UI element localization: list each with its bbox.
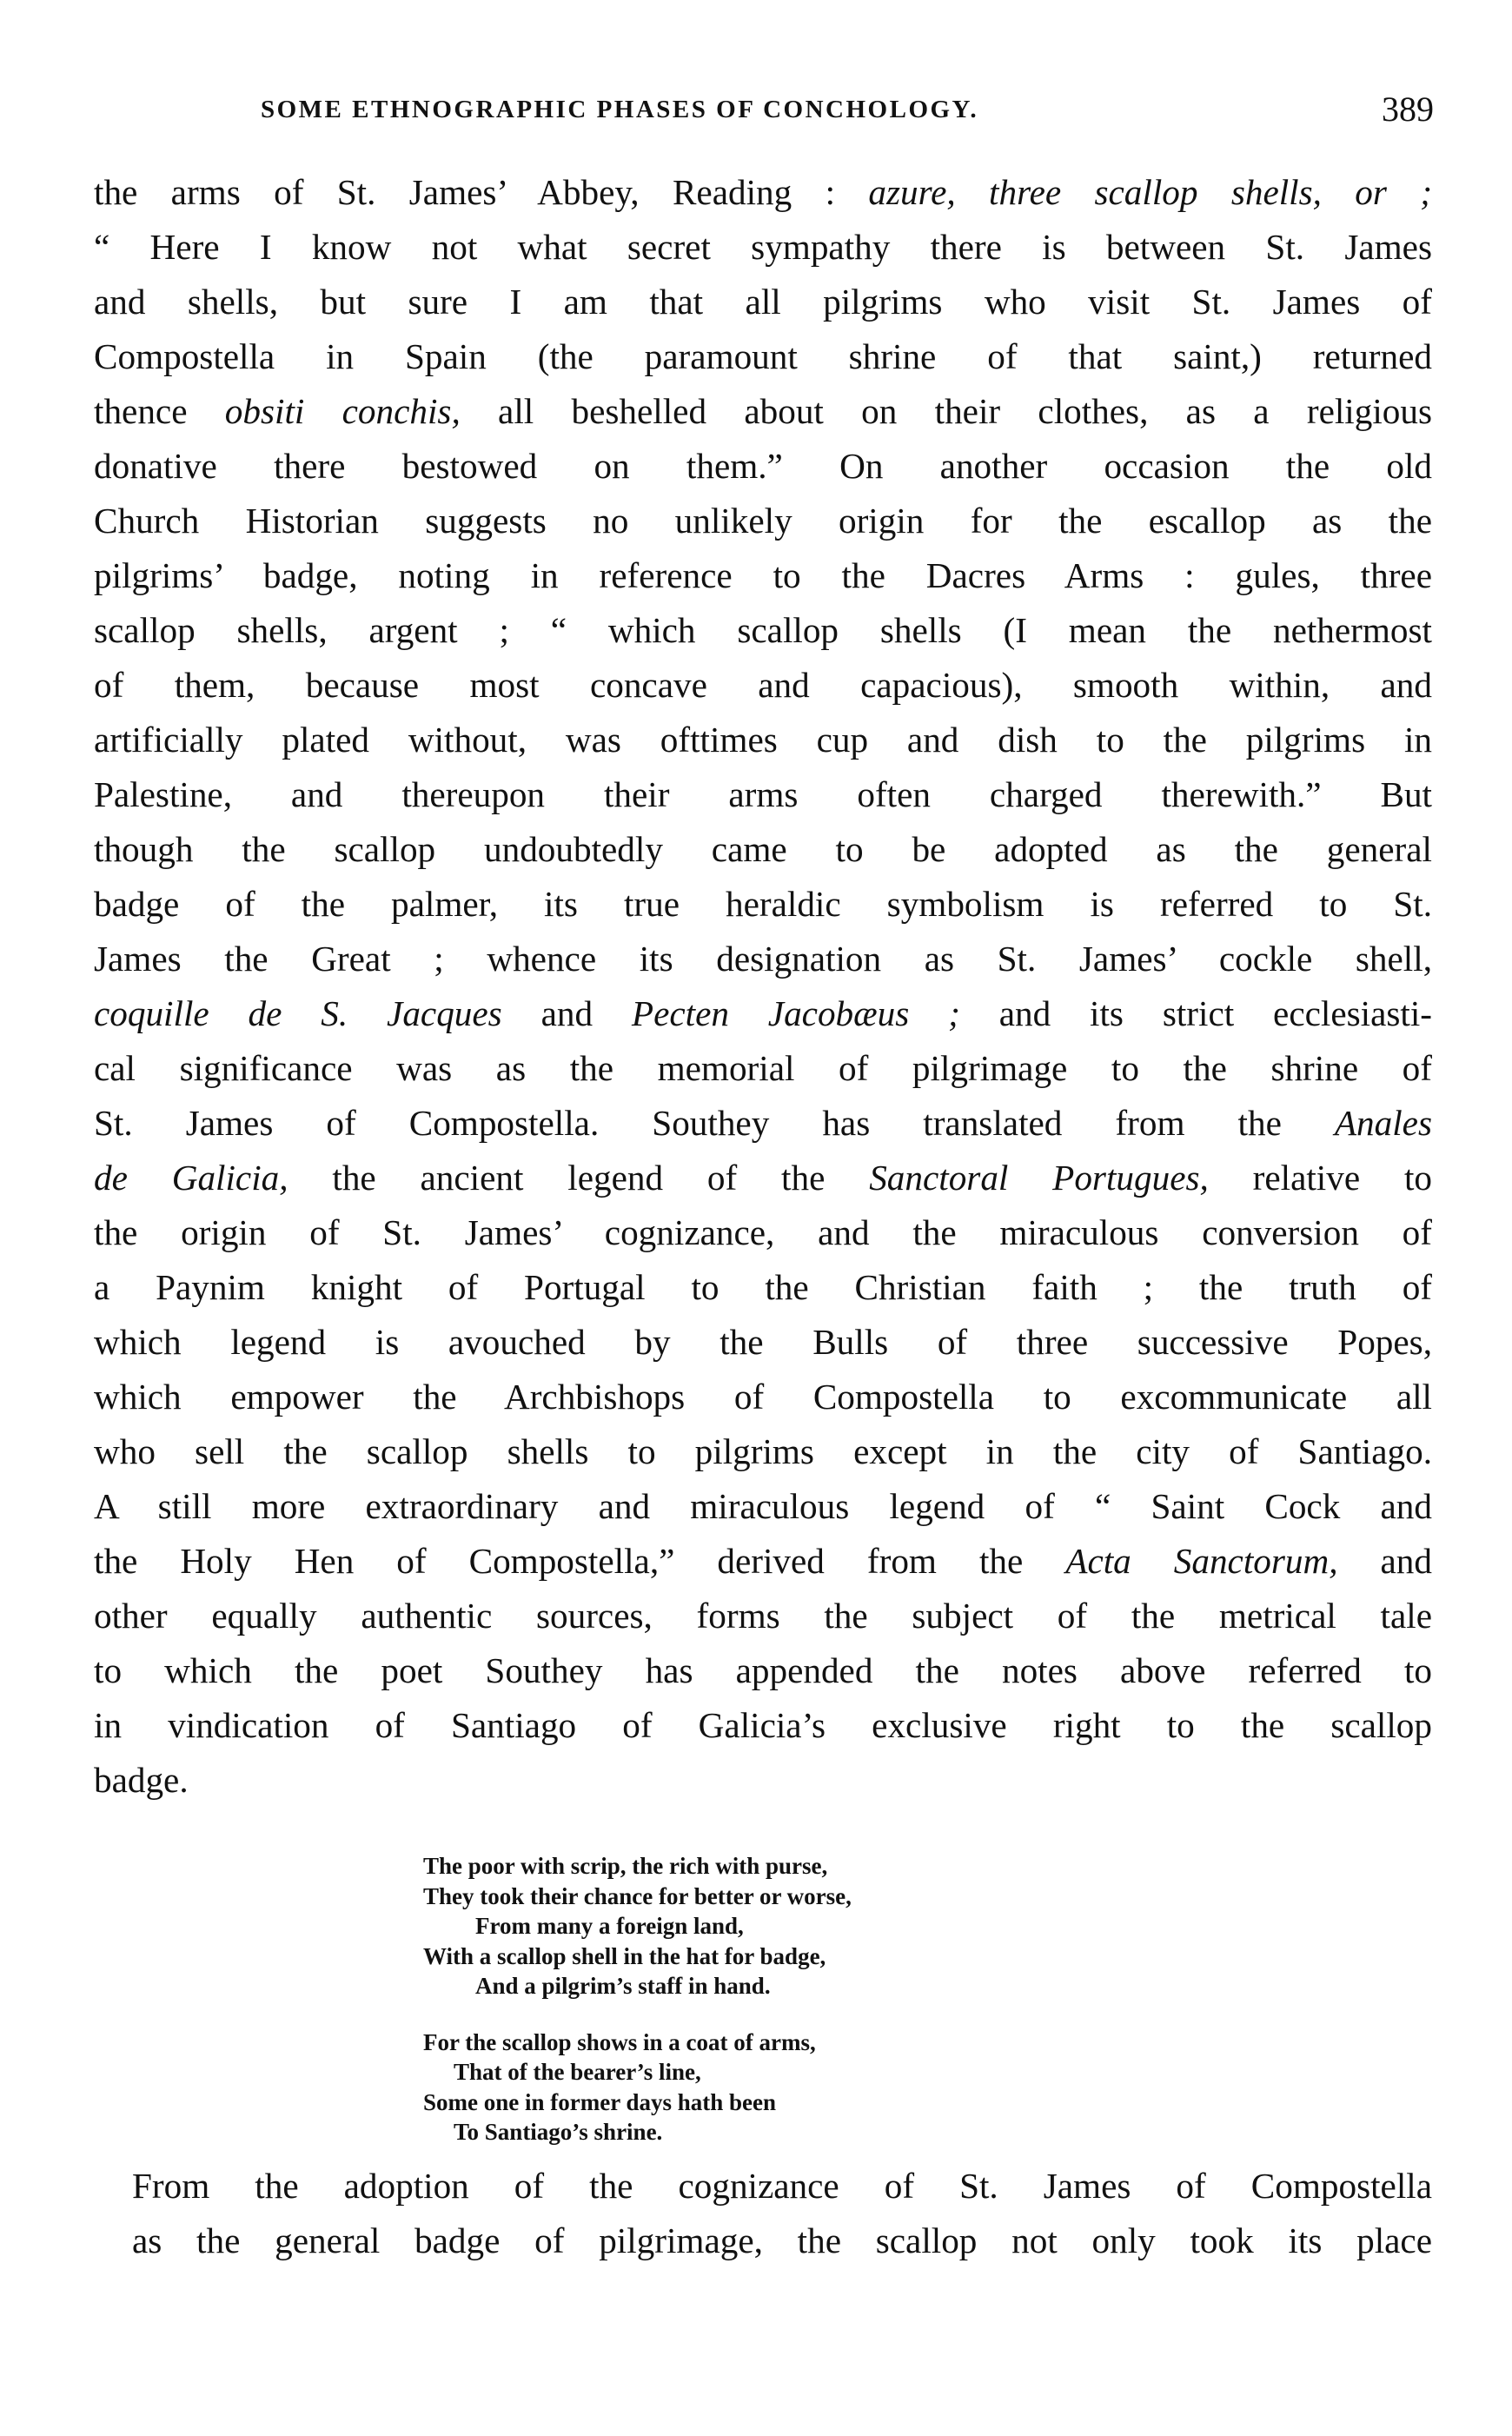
text-line: badge of the palmer, its true heraldic symbolism is referred to St. [94,884,1432,924]
text-line: Palestine, and thereupon their arms often charged therewith.” But [94,774,1432,814]
text-line: James the Great ; whence its designation as St. James’ cockle shell, [94,939,1432,979]
closing-paragraph [132,2159,1432,2268]
text-line: other equally authentic sources, forms the subject of the metrical tale [94,1596,1432,1636]
text-line: who sell the scallop shells to pilgrims except in the city of Santiago. [94,1431,1432,1471]
text-line: pilgrims’ badge, noting in reference to the Dacres Arms : gules, three [94,555,1432,595]
page-number: 389 [1382,90,1434,129]
text-line: Church Historian suggests no unlikely origin for the escallop as the [94,501,1432,541]
text-line: which legend is avouched by the Bulls of three successive Popes, [94,1322,1432,1362]
text-line: artificially plated without, was ofttimes cup and dish to the pilgrims in [94,720,1432,760]
text-line: From the adoption of the cognizance of St. James of Compostella [132,2166,1432,2206]
stanza-break [423,2001,852,2028]
text-line: badge. [94,1760,189,1800]
running-head [96,87,1434,139]
verse-quotation [423,1851,852,2147]
text-line: A still more extraordinary and miraculous legend of “ Saint Cock and [94,1486,1432,1526]
text-line: donative there bestowed on them.” On another occasion the old [94,446,1432,486]
verse-line: With a scallop shell in the hat for badge, [423,1942,826,1969]
verse-line: And a pilgrim’s staff in hand. [475,1973,771,1999]
verse-line: For the scallop shows in a coat of arms, [423,2028,816,2055]
text-line: St. James of Compostella. Southey has translated from the Anales [94,1103,1432,1143]
main-paragraph [94,165,1432,1808]
text-line: cal significance was as the memorial of pilgrimage to the shrine of [94,1048,1432,1088]
text-line: the arms of St. James’ Abbey, Reading : azure, three scallop shells, or ; [94,172,1432,212]
text-line: de Galicia, the ancient legend of the Sanctoral Portugues, relative to [94,1158,1432,1198]
verse-line: From many a foreign land, [475,1913,744,1939]
text-line: thence obsiti conchis, all beshelled about on their clothes, as a religious [94,391,1432,431]
text-line: of them, because most concave and capacious), smooth within, and [94,665,1432,705]
text-line: a Paynim knight of Portugal to the Christian faith ; the truth of [94,1267,1432,1307]
text-line: which empower the Archbishops of Compostella to excommunicate all [94,1377,1432,1417]
verse-line: To Santiago’s shrine. [454,2119,663,2145]
verse-line: They took their chance for better or worse, [423,1882,852,1909]
text-line: to which the poet Southey has appended the notes above referred to [94,1650,1432,1690]
text-line: “ Here I know not what secret sympathy there is between St. James [94,227,1432,267]
verse-line: The poor with scrip, the rich with purse, [423,1853,828,1879]
verse-line: Some one in former days hath been [423,2088,777,2115]
text-line: scallop shells, argent ; “ which scallop shells (I mean the nethermost [94,610,1432,650]
verse-line: That of the bearer’s line, [454,2059,701,2085]
text-line: the Holy Hen of Compostella,” derived from the Acta Sanctorum, and [94,1541,1432,1581]
running-title: SOME ETHNOGRAPHIC PHASES OF CONCHOLOGY. [261,96,979,123]
text-line: Compostella in Spain (the paramount shrine of that saint,) returned [94,336,1432,376]
text-line: and shells, but sure I am that all pilgrims who visit St. James of [94,282,1432,322]
text-line: in vindication of Santiago of Galicia’s exclusive right to the scallop [94,1705,1432,1745]
text-line: coquille de S. Jacques and Pecten Jacobæus ; and its strict ecclesiasti- [94,993,1432,1033]
text-line: the origin of St. James’ cognizance, and the miraculous conversion of [94,1212,1432,1252]
text-line: though the scallop undoubtedly came to be adopted as the general [94,829,1432,869]
text-line: as the general badge of pilgrimage, the scallop not only took its place [132,2220,1432,2260]
